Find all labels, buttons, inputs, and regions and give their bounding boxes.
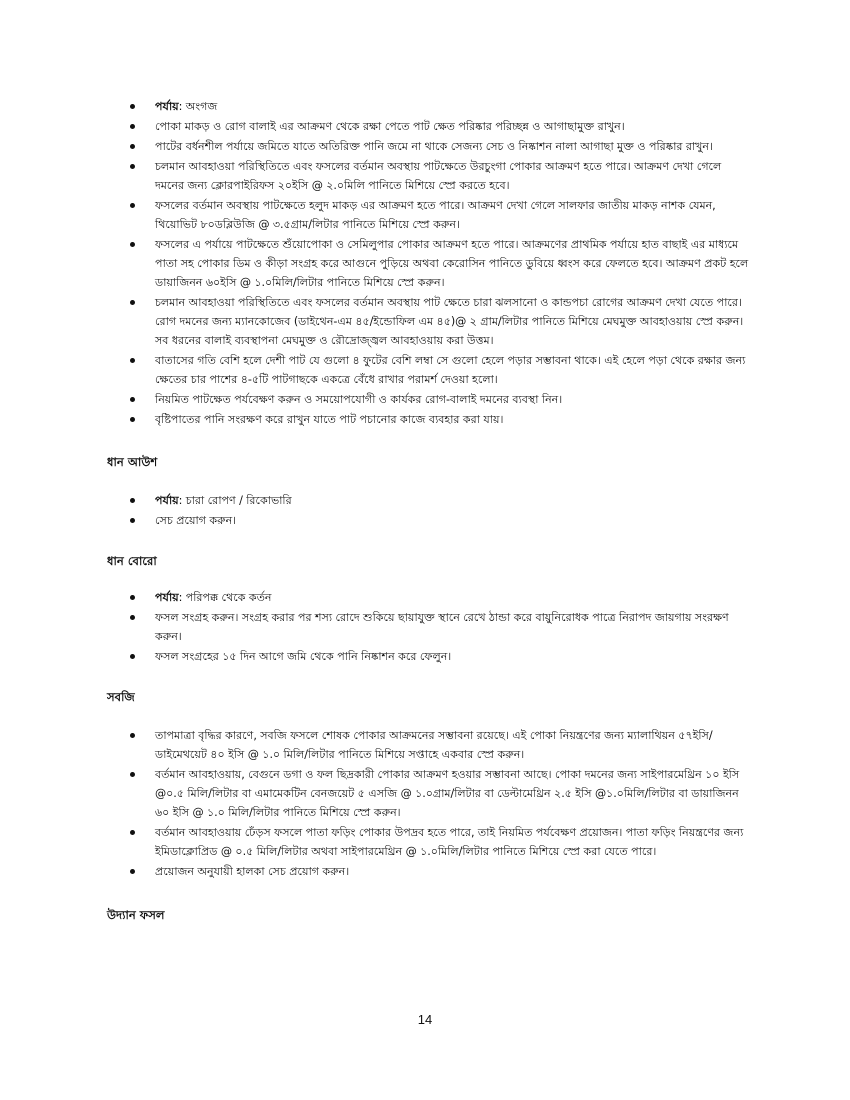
list-item: নিয়মিত পাটক্ষেত পর্যবেক্ষণ করুন ও সময়োপযোগী ও কার্যকর রোগ-বালাই দমনের ব্যবস্থা নিন। bbox=[130, 390, 752, 409]
list-item: তাপমাত্রা বৃদ্ধির কারণে, সবজি ফসলে শোষক পোকার আক্রমনের সম্ভাবনা রয়েছে। এই পোকা নিয়ন্ত্রণের জন্য ম্যালাথিয়ন ৫৭ইসি/ডাইমেথয়েট ৪০ ইসি @ ১.০ মিলি/লিটার পানিতে মিশিয়ে সপ্তাহে একবার স্প্রে করুন। bbox=[130, 726, 752, 764]
boro-advice-list bbox=[107, 588, 752, 666]
list-item: পাটের বর্ধনশীল পর্যায়ে জমিতে যাতে অতিরিক্ত পানি জমে না থাকে সেজন্য সেচ ও নিষ্কাশন নালা আগাছা মুক্ত ও পরিষ্কার রাখুন। bbox=[130, 137, 752, 156]
aus-advice-list bbox=[107, 491, 752, 530]
stage-label: পর্যায় bbox=[155, 100, 179, 113]
list-item: ফসলের এ পর্যায়ে পাটক্ষেতে শুঁয়োপোকা ও সেমিলুপার পোকার আক্রমণ হতে পারে। আক্রমণের প্রাথমিক পর্যায়ে হাত বাছাই এর মাধ্যমে পাতা সহ পোকার ডিম ও কীড়া সংগ্রহ করে আগুনে পুড়িয়ে অথবা কেরোসিন পানিতে ডুবিয়ে ধ্বংস করে ফেলতে হবে। আক্রমণ প্রকট হলে ডায়াজিনন ৬০ইসি @ ১.০মিলি/লিটার পানিতে মিশিয়ে স্প্রে করুন। bbox=[130, 235, 752, 292]
section-heading-aus: ধান আউশ bbox=[107, 455, 158, 469]
list-item: প্রয়োজন অনুযায়ী হালকা সেচ প্রয়োগ করুন। bbox=[130, 862, 752, 881]
list-item: চলমান আবহাওয়া পরিস্থিতিতে এবং ফসলের বর্তমান অবস্থায় পাট ক্ষেতে চারা ঝলসানো ও কান্ডপচা রোগের আক্রমণ দেখা যেতে পারে। রোগ দমনের জন্য ম্যানকোজেব (ডাইথেন-এম ৪৫/ইন্ডোফিল এম ৪৫)@ ২ গ্রাম/লিটার পানিতে মিশিয়ে মেঘমুক্ত আবহাওয়ায় স্প্রে করুন। সব ধরনের বালাই ব্যবস্থাপনা মেঘমুক্ত ও রৌদ্রোজ্জ্বল আবহাওয়ায় করা উত্তম। bbox=[130, 293, 752, 350]
list-item: চলমান আবহাওয়া পরিস্থিতিতে এবং ফসলের বর্তমান অবস্থায় পাটক্ষেতে উরচুংগা পোকার আক্রমণ হতে পারে। আক্রমণ দেখা গেলে দমনের জন্য ক্লোরপাইরিফস ২০ইসি @ ২.০মিলি পানিতে মিশিয়ে স্প্রে করতে হবে। bbox=[130, 157, 752, 195]
jute-advice-list bbox=[107, 97, 752, 429]
list-item: বর্তমান আবহাওয়ায় ঢেঁড়স ফসলে পাতা ফড়িং পোকার উপদ্রব হতে পারে, তাই নিয়মিত পর্যবেক্ষণ প্রয়োজন। পাতা ফড়িং নিয়ন্ত্রণের জন্য ইমিডাক্লোপ্রিড @ ০.৫ মিলি/লিটার অথবা সাইপারমেথ্রিন @ ১.০মিলি/লিটার পানিতে মিশিয়ে স্প্রে করা যেতে পারে। bbox=[130, 823, 752, 861]
stage-label: পর্যায় bbox=[155, 494, 179, 507]
sobji-advice-list bbox=[107, 726, 752, 881]
section-heading-sobji: সবজি bbox=[107, 690, 135, 704]
list-item: বাতাসের গতি বেশি হলে দেশী পাট যে গুলো ৪ ফুটের বেশি লম্বা সে গুলো হেলে পড়ার সম্ভাবনা থাকে। এই হেলে পড়া থেকে রক্ষার জন্য ক্ষেতের চার পাশের ৪-৫টি পাটগাছকে একত্রে বেঁধে রাখার পরামর্শ দেওয়া হলো। bbox=[130, 351, 752, 389]
list-item: ফসল সংগ্রহ করুন। সংগ্রহ করার পর শস্য রোদে শুকিয়ে ছায়াযুক্ত স্থানে রেখে ঠান্ডা করে বায়ুনিরোধক পাত্রে নিরাপদ জায়গায় সংরক্ষণ করুন। bbox=[130, 608, 752, 646]
list-item: বর্তমান আবহাওয়ায়, বেগুনে ডগা ও ফল ছিদ্রকারী পোকার আক্রমণ হওয়ার সম্ভাবনা আছে। পোকা দমনের জন্য সাইপারমেথ্রিন ১০ ইসি @০.৫ মিলি/লিটার বা এমামেকটিন বেনজয়েট ৫ এসজি @ ১.০গ্রাম/লিটার বা ডেল্টামেথ্রিন ২.৫ ইসি @১.০মিলি/লিটার বা ডায়াজিনন ৬০ ইসি @ ১.০ মিলি/লিটার পানিতে মিশিয়ে স্প্রে করুন। bbox=[130, 765, 752, 822]
stage-label: পর্যায় bbox=[155, 591, 179, 604]
page-number: 14 bbox=[417, 1012, 433, 1027]
list-item: পর্যায়: পরিপক্ক থেকে কর্তন bbox=[130, 588, 752, 607]
page-content bbox=[107, 97, 752, 925]
section-heading-udyan: উদ্যান ফসল bbox=[107, 908, 165, 922]
list-item: বৃষ্টিপাতের পানি সংরক্ষণ করে রাখুন যাতে পাট পচানোর কাজে ব্যবহার করা যায়। bbox=[130, 410, 752, 429]
list-item: সেচ প্রয়োগ করুন। bbox=[130, 511, 752, 530]
list-item: ফসলের বর্তমান অবস্থায় পাটক্ষেতে হলুদ মাকড় এর আক্রমণ হতে পারে। আক্রমণ দেখা গেলে সালফার জাতীয় মাকড় নাশক যেমন, থিয়োভিট ৮০ডব্লিউজি @ ৩.৫গ্রাম/লিটার পানিতে মিশিয়ে স্প্রে করুন। bbox=[130, 196, 752, 234]
list-item: পর্যায়: অংগজ bbox=[130, 97, 752, 116]
list-item: পর্যায়: চারা রোপণ / রিকোভারি bbox=[130, 491, 752, 510]
section-heading-boro: ধান বোরো bbox=[107, 554, 157, 568]
list-item: পোকা মাকড় ও রোগ বালাই এর আক্রমণ থেকে রক্ষা পেতে পাট ক্ষেত পরিষ্কার পরিচ্ছন্ন ও আগাছামুক্ত রাখুন। bbox=[130, 117, 752, 136]
list-item: ফসল সংগ্রহের ১৫ দিন আগে জমি থেকে পানি নিষ্কাশন করে ফেলুন। bbox=[130, 647, 752, 666]
